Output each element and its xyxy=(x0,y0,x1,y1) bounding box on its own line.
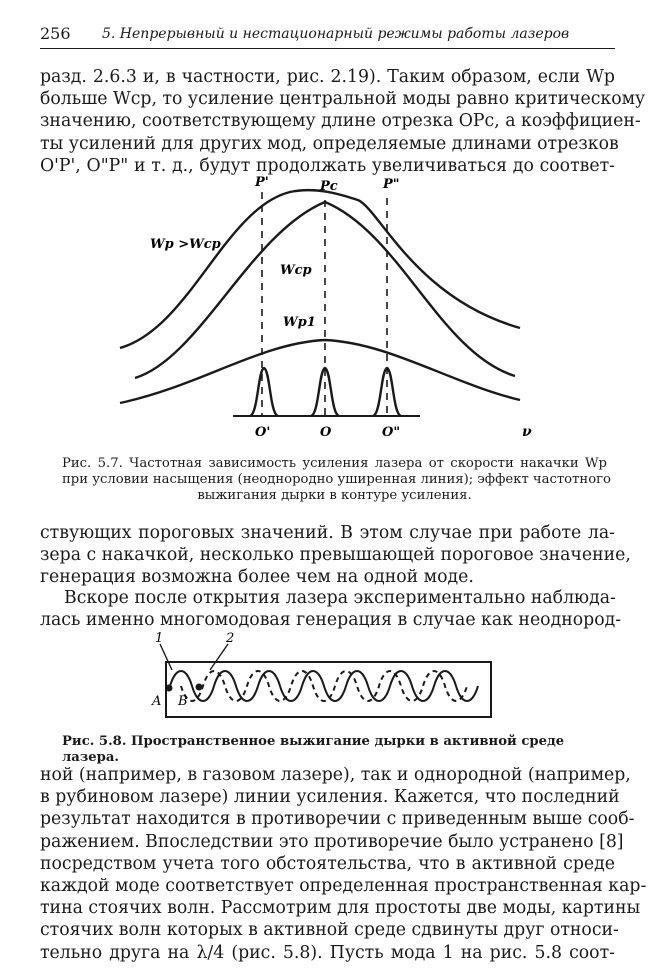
text-line: ствующих пороговых значений. В этом случае при работе ла- xyxy=(40,523,615,543)
text-line: результат находится в противоречии с приведенным выше сооб- xyxy=(40,809,635,830)
paragraph-2 xyxy=(40,522,631,589)
text-line: ты усилений для других мод, определяемые длинами отрезков xyxy=(40,133,619,154)
label-o-double: O" xyxy=(382,425,401,440)
label-2: 2 xyxy=(226,631,235,646)
text-line: в рубиновом лазере) линии усиления. Кажется, что последний xyxy=(40,787,620,808)
label-p-double: P" xyxy=(383,177,400,192)
text-line: тина стоячих волн. Рассмотрим для простоты две моды, картины xyxy=(40,898,641,919)
text-line: зера с накачкой, несколько превышающей пороговое значение, xyxy=(40,545,631,566)
text-line: стоячих волн которых в активной среде сдвинуты друг относи- xyxy=(40,920,619,941)
text-line: лась именно многомодовая генерация в случае как неоднород- xyxy=(40,610,622,631)
label-p-prime: P' xyxy=(255,175,269,190)
running-head-title: 5. Непрерывный и нестационарный режимы работы лазеров xyxy=(102,26,570,42)
label-curve-wp1: Wp1 xyxy=(283,315,316,330)
label-o: O xyxy=(320,425,332,440)
paragraph-4 xyxy=(40,764,647,964)
text-line: O'P', O"P" и т. д., будут продолжать увеличиваться до соответ- xyxy=(40,155,615,176)
paragraph-3 xyxy=(40,587,622,631)
running-header xyxy=(40,22,615,49)
figure-5-8-standing-waves xyxy=(0,630,650,730)
label-o-prime: O' xyxy=(255,425,271,440)
text-line: генерация возможна более чем на одной моде. xyxy=(40,567,474,588)
figure-5-8-caption: Рис. 5.8. Пространственное выжигание дырки в активной среде лазера. xyxy=(62,734,565,765)
text-line: больше Wср, то усиление центральной моды равно критическому xyxy=(40,89,646,110)
caption-line: выжигания дырки в контуре усиления. xyxy=(197,488,472,503)
text-line: разд. 2.6.3 и, в частности, рис. 2.19). Таким образом, если Wp xyxy=(40,67,615,87)
point-b xyxy=(196,684,203,691)
label-nu: ν xyxy=(522,424,532,440)
caption-line: Рис. 5.7. Частотная зависимость усиления лазера от скорости накачки Wp xyxy=(62,456,607,471)
curve-wp-above-wcp xyxy=(120,190,520,348)
text-line: посредством учета того обстоятельства, что в активной среде xyxy=(40,853,615,874)
label-pc: Pc xyxy=(320,179,338,194)
label-curve-wcp: Wcp xyxy=(280,263,312,278)
leader-line-2 xyxy=(210,644,228,670)
standing-wave-mode-1 xyxy=(170,671,478,701)
point-a xyxy=(166,685,173,692)
figure-5-7-caption xyxy=(62,456,612,504)
figure-5-7-gain-curves xyxy=(0,175,650,440)
text-line: Вскоре после открытия лазера экспериментально наблюда- xyxy=(64,588,616,608)
paragraph-1 xyxy=(40,66,646,177)
label-1: 1 xyxy=(155,631,164,646)
label-curve-high: Wp >Wcp xyxy=(150,237,221,252)
hole-o-prime xyxy=(250,368,278,416)
text-line: ражением. Впоследствии это противоречие было устранено [8] xyxy=(40,831,624,852)
active-medium-box xyxy=(166,662,491,717)
text-line: каждой моде соответствует определенная пространственная кар- xyxy=(40,876,647,897)
text-line: значению, соответствующему длине отрезка OPc, а коэффициен- xyxy=(40,111,641,132)
caption-line: при условии насыщения (неоднородно уширенная линия); эффект частотного xyxy=(62,472,612,487)
label-a: A xyxy=(152,694,162,709)
text-line: тельно друга на λ/4 (рис. 5.8). Пусть мода 1 на рис. 5.8 соот- xyxy=(40,942,615,963)
label-b: B xyxy=(178,694,188,709)
text-line: ной (например, в газовом лазере), так и однородной (например, xyxy=(40,765,631,785)
page-number: 256 xyxy=(40,24,71,43)
